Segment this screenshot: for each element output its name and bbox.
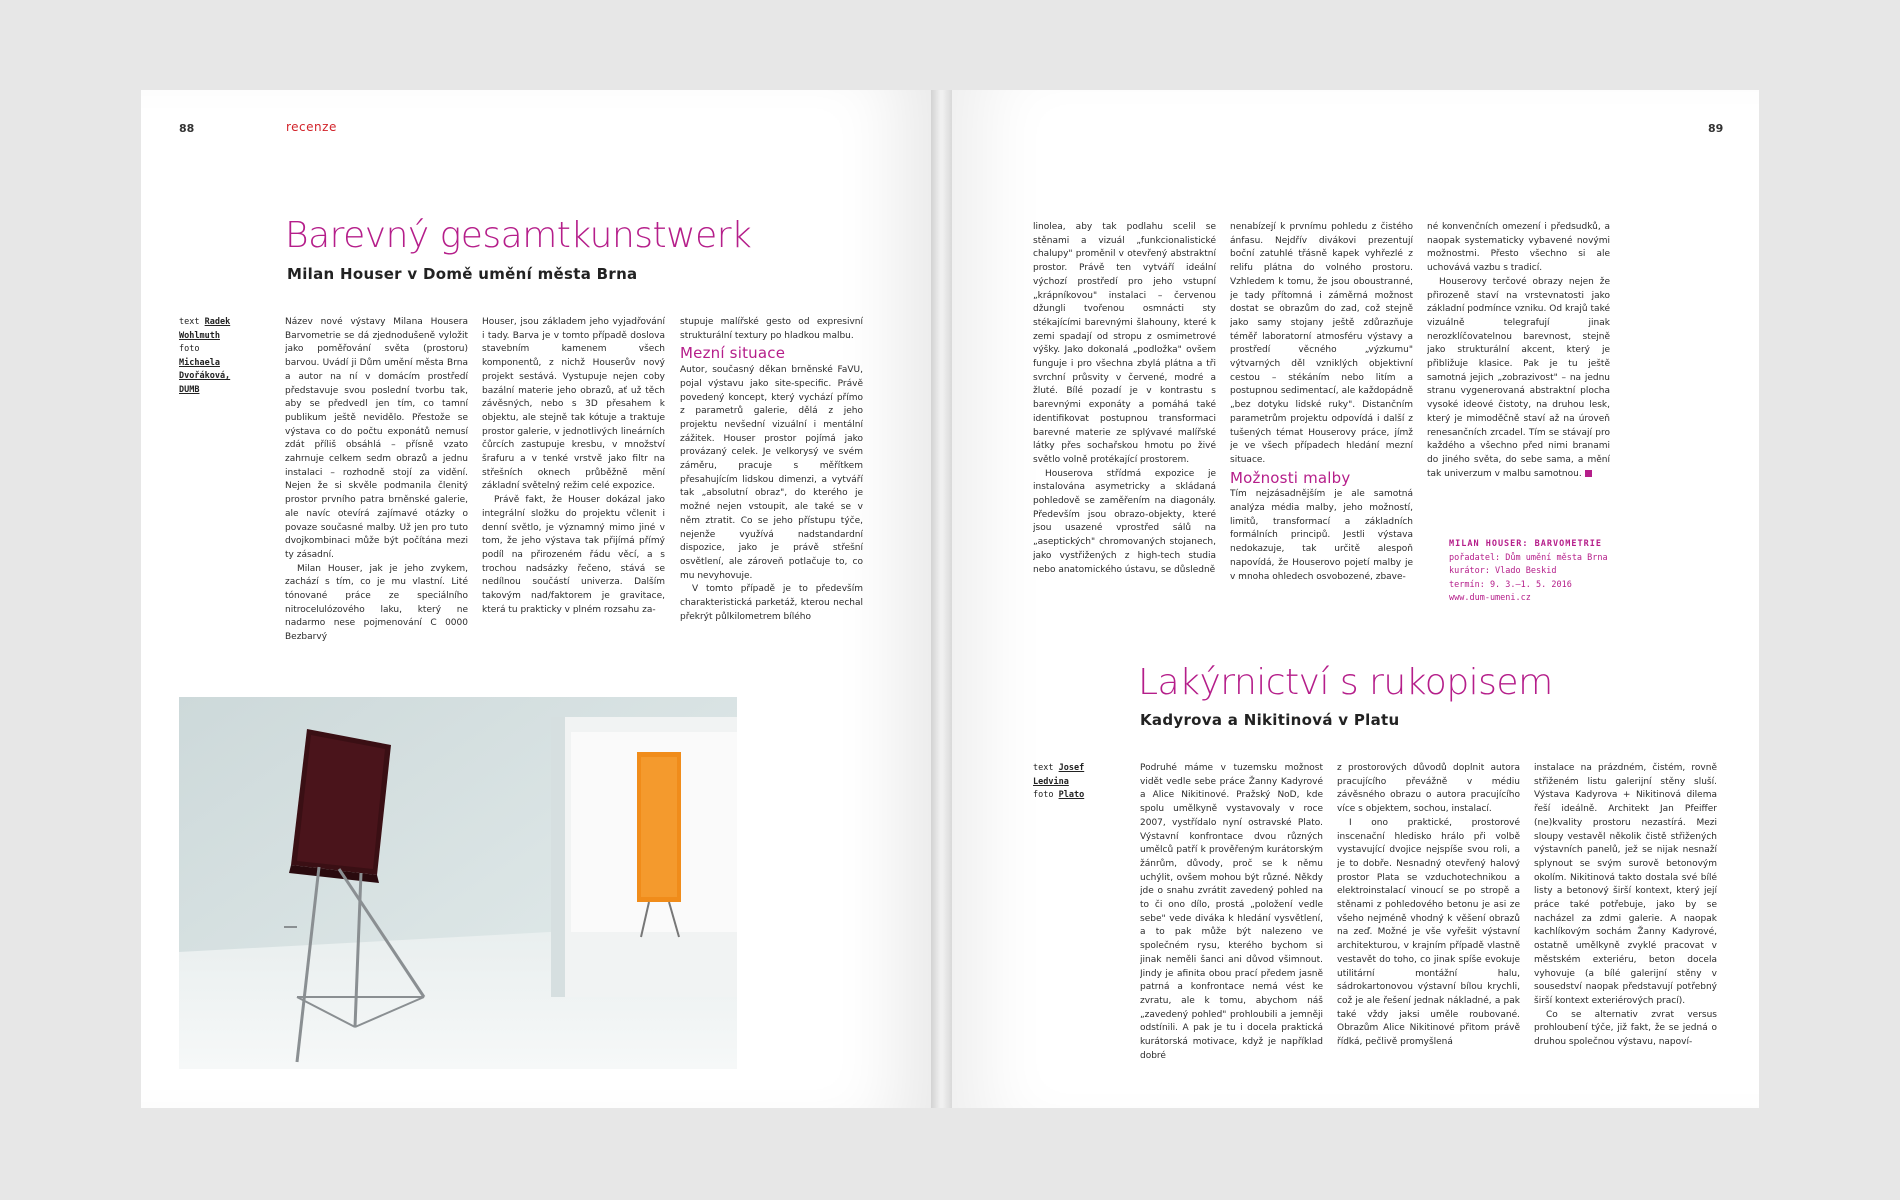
continued-column-2 <box>1230 221 1413 611</box>
paragraph: Houser, jsou základem jeho vyjadřování i tady. Barva je v tomto případě doslova stavebním kamenem všech komponentů, z nichž Houserův nový projekt sestává. Vystupuje nejen coby bazální materie jeho obrazů, ať už těch závěsných, nebo s 3D přesahem k objektu, ale stejně tak kótuje a traktuje prostor galerie, v jednotlivých lineárních čůrcích zastupuje kresbu, v množství šrafuru a v tenké vrstvě jako filtr na střešních oknech průběžně mění základní světelný režim celé expozice. <box>482 317 665 492</box>
paragraph: Milan Houser, jak je jeho zvykem, zachází s tím, co je mu vlastní. Lité tónované práce ze speciálního nitrocelulózového laku, který ne nadarmo nese pojmenování C 0000 Bezbarvý <box>285 563 468 643</box>
continued-column-1 <box>1033 221 1216 611</box>
article-credits <box>179 316 239 397</box>
info-website[interactable]: www.dum-umeni.cz <box>1449 593 1531 603</box>
credit-text-label: text <box>179 317 200 327</box>
paragraph: nenabízejí k prvnímu pohledu z čistého ánfasu. Nejdřív divákovi prezentují boční zatuhlé třásně kapek vyhřezlé z relifu plátna do volného prostoru. Vzhledem k tomu, že jsou oboustranné, je tady přítomná i záměrná možnost dostat se obrazům do zad, což stejně jako samy stojany ještě zdůrazňuje téměř laboratorní atmosféru výstavy a prostředí věcného „výzkumu" výtvarných děl vzniklých objektivní cestou – stékáním nebo litím a postupnou sedimentací, ale každopádně „bez dotyku lidské ruky". Distančním parametrům projektu odpovídá i další z tušených témat Houserovy práce, jímž je ve všech případech hledání mezní situace. <box>1230 222 1413 465</box>
info-dates: termín: 9. 3.–1. 5. 2016 <box>1449 579 1572 590</box>
section-label: recenze <box>286 120 337 134</box>
right-page <box>952 90 1759 1108</box>
credit-text-author: Josef Ledvina <box>1033 763 1085 787</box>
article2-title: Lakýrnictví s rukopisem <box>1138 662 1553 703</box>
end-of-article-mark <box>1585 470 1592 477</box>
paragraph-text: Houserovy terčové obrazy nejen že přirozeně staví na vrstevnatosti jako základní podmínce vzniku. Od krajů také vizuálně telegrafují jinak nerozklíčovatelnou barevnost, stejně jako strukturální akcent, který je přibližuje klasice. Pak je tu ještě samotná jejich „zobrazivost" – na jednu stranu vygenerovaná abstraktní plocha vysoké ideové čistoty, na druhou lesk, který je mimoděčně staví až na úroveň renesančních zrcadel. Tím se stávají pro každého a všechno před nimi branami do jiného světa, do sebe sama, a mění tak univerzum v malbu samotnou. <box>1427 276 1610 479</box>
paragraph: linolea, aby tak podlahu scelil se stěnami a vizuál „funkcionalistické chalupy" proměnil v otevřený abstraktní prostor. Právě ten vytváří ideální výchozí prostředí pro jeho vstupní „krápníkovou" instalaci – červenou džungli tvořenou osmnácti sty stékajícími barevnými šlahouny, které k zemi spadají od stropu z osmimetrové výšky. Jako dokonalá „podložka" ovšem funguje i pro všechna zbylá plátna a tři svrchní průsvity v červené, modré a žluté. Bílé pozadí je v kontrastu s barevnými exponáty a pomáhá také identifikovat postupnou transformaci barevné materie ze splývavé malířské látky přes sochařskou hmotu po živé světlo volně protékající prostorem. <box>1033 222 1216 465</box>
book-spine <box>931 90 952 1108</box>
credit-text-author: Radek Wohlmuth <box>179 317 231 341</box>
paragraph: Autor, současný děkan brněnské FaVU, pojal výstavu jako site-specific. Právě povedený koncept, který vychází přímo z parametrů galerie, dělá z jeho projektu nevšední vizuální i mentální zážitek. Houser prostor pojímá jako provázaný celek. Je velkorysý ve svém záměru, pracuje s měřítkem přesahujícím lidskou dimenzi, a vytváří tak „absolutní obraz", do kterého je možné nejen vstoupit, ale také se v něm ztratit. Co se jeho přístupu týče, nejenže využívá nadstandardní dispozice, jako je právě střešní osvětlení, ale zároveň potlačuje to, co mu nevyhovuje. <box>680 365 863 581</box>
paragraph: V tomto případě je to především charakteristická parketáž, kterou nechal překrýt půlkilometrem bílého <box>680 584 863 622</box>
exhibition-info-box <box>1449 538 1619 606</box>
paragraph: I ono praktické, prostorové inscenační hledisko hrálo při volbě vystavující dvojice nejspíše svou roli, a je to dobře. Nesnadný otevřený halový prostor Plata se vzduchotechnikou a elektroinstalací vinoucí se po stropě a stěnami z pohledového betonu je asi ze všeho nejméně vhodný k věšení obrazů na zeď. Možné je vše vyřešit výstavní architekturou, v krajním případě vlastně vestavět do toho, co jinak spíše evokuje utilitární montážní halu, sádrokartonovou výstavní bílou krychli, což je ale řešení jednak nákladné, a pak také vždy jaksi uměle roubované. Obrazům Alice Nikitinové přitom právě řídká, pečlivě promyšlená <box>1337 817 1520 1048</box>
article2-column-1 <box>1140 762 1323 1082</box>
paragraph <box>1427 276 1610 482</box>
continued-column-3 <box>1427 221 1610 521</box>
credit-photo-label: foto <box>1033 790 1054 800</box>
credit-photo-author: Michaela Dvořáková, DUMB <box>179 357 231 395</box>
info-organizer: pořadatel: Dům umění města Brna <box>1449 552 1608 563</box>
paragraph: né konvenčních omezení i předsudků, a naopak systematicky vybavené novými možnostmi. Přesto všechno si ale uchovává vazbu s tradicí. <box>1427 222 1610 274</box>
article2-credits <box>1033 762 1123 803</box>
article2-column-3 <box>1534 762 1717 1082</box>
credit-photo-label: foto <box>179 344 200 354</box>
paragraph: Houserova střídmá expozice je instalována asymetricky a skládaná pohledově se zaměřením na diagonály. Především jsou obrazo-objekty, které jsou usazené vprostřed sálů na „aseptických" chromovaných stojanech, jako vystřižených z high-tech studia nebo anatomického ústavu, se důsledně <box>1033 468 1216 575</box>
article2-column-2 <box>1337 762 1520 1082</box>
paragraph: z prostorových důvodů doplnit autora pracujícího převážně v médiu závěsného obrazu o autora pracujícího více s objektem, sochou, instalací. <box>1337 763 1520 815</box>
paragraph: Tím nejzásadnějším je ale samotná analýza média malby, jeho možností, limitů, transformací a základních formálních principů. Jestli výstava nedokazuje, tak určitě alespoň napovídá, že Houserovo pojetí malby je v mnoha ohledech osvobozené, zbave- <box>1230 489 1413 582</box>
info-curator: kurátor: Vlado Beskid <box>1449 566 1557 576</box>
paragraph: stupuje malířské gesto od expresivní strukturální textury po hladkou malbu. <box>680 317 863 341</box>
credit-photo-author: Plato <box>1058 790 1085 800</box>
article2-subtitle: Kadyrova a Nikitinová v Platu <box>1140 711 1400 729</box>
article-title: Barevný gesamtkunstwerk <box>285 215 752 256</box>
page-number-right: 89 <box>1708 122 1724 135</box>
page-number-left: 88 <box>179 122 195 135</box>
info-heading: MILAN HOUSER: BARVOMETRIE <box>1449 539 1602 549</box>
article-column-3 <box>680 316 863 656</box>
paragraph: instalace na prázdném, čistém, rovně střiženém listu galerijní stěny sluší. Výstava Kadyrova + Nikitinová dilema řeší ideálně. Architekt Jan Pfeiffer (ne)kvality prostoru nezastírá. Mezi sloupy vestavěl několik čistě střižených výstavních panelů, jež se nijak nesnaží splynout se svým surově betonovým okolím. Nikitinová takto dostala své bílé listy a betonový širší kontext, který její práce také potřebuje, jako by se nacházel za zdmi galerie. A naopak kachlíkovým sochám Žanny Kadyrové, ostatně umělkyně zvyklé pracovat v městském exteriéru, beton docela vyhovuje (a bílé galerijní stěny v sousedství naopak představují potřebný širší kontext exteriérových prací). <box>1534 763 1717 1006</box>
paragraph: Podruhé máme v tuzemsku možnost vidět vedle sebe práce Žanny Kadyrové a Alice Nikitinové. Pražský NoD, kde spolu umělkyně vystavovaly v roce 2007, vystřídalo nyní ostravské Plato. Výstavní konfrontace dvou různých umělců patří k prověřeným kurátorským žánrům, důvody, proč se k němu uchýlit, ovšem mohou být různé. Někdy jde o snahu zvrátit zavedený pohled na to či ono dílo, prostá „položení vedle sebe" vede diváka k hledání vysvětlení, a to pak může být nalezeno ve společném rysu, kterého bychom si jinak neměli šanci ani důvod všimnout. Jindy je afinita obou prací předem jasně patrná a konfrontace nemá vést ke zvratu, ale k tomu, abychom náš „zavedený pohled" prohloubili a jemněji odstínili. A pak je tu i docela praktická kurátorská motivace, když je například dobré <box>1140 763 1323 1061</box>
article-column-2 <box>482 316 665 656</box>
section-heading: Možnosti malby <box>1230 468 1351 487</box>
section-heading: Mezní situace <box>680 344 786 363</box>
left-page <box>141 90 931 1108</box>
paragraph: Název nové výstavy Milana Housera Barvometrie se dá zjednodušeně vyložit jako poměřování světa (prostoru) barvou. Uvádí ji Dům umění města Brna a autor na ní v domácím prostředí představuje svou poslední tvorbu tak, aby se předvedl jen tím, co tamní publikum ještě nevidělo. Přestože se výstava co do počtu exponátů nemusí zdát příliš obsáhlá – přísně vzato zahrnuje celkem sedm obrazů a jednu instalaci – rozhodně stojí za vidění. Nejen že si skvěle podmanila členitý prostor prvního patra brněnské galerie, ale navíc otevírá zajímavé otázky o povaze současné malby. Už jen pro tuto dvojkombinaci může být počítána mezi ty zásadní. <box>285 317 468 560</box>
credit-text-label: text <box>1033 763 1054 773</box>
installation-photo-image <box>179 697 737 1069</box>
paragraph: Právě fakt, že Houser dokázal jako integrální složku do projektu včlenit i denní světlo, je významný mimo jiné v tom, že jeho výstava tak přijímá přímý podíl na přirozeném řádu věcí, a s trochou nadsázky řečeno, stává se nedílnou součástí univerza. Dalším takovým nad/faktorem je gravitace, která tu prakticky v plném rozsahu za- <box>482 495 665 615</box>
article-column-1 <box>285 316 468 656</box>
paragraph: Co se alternativ zvrat versus prohloubení týče, již fakt, že se jedná o druhou společnou výstavu, napoví- <box>1534 1009 1717 1048</box>
installation-photo <box>179 697 737 1069</box>
article-subtitle: Milan Houser v Domě umění města Brna <box>287 265 638 283</box>
